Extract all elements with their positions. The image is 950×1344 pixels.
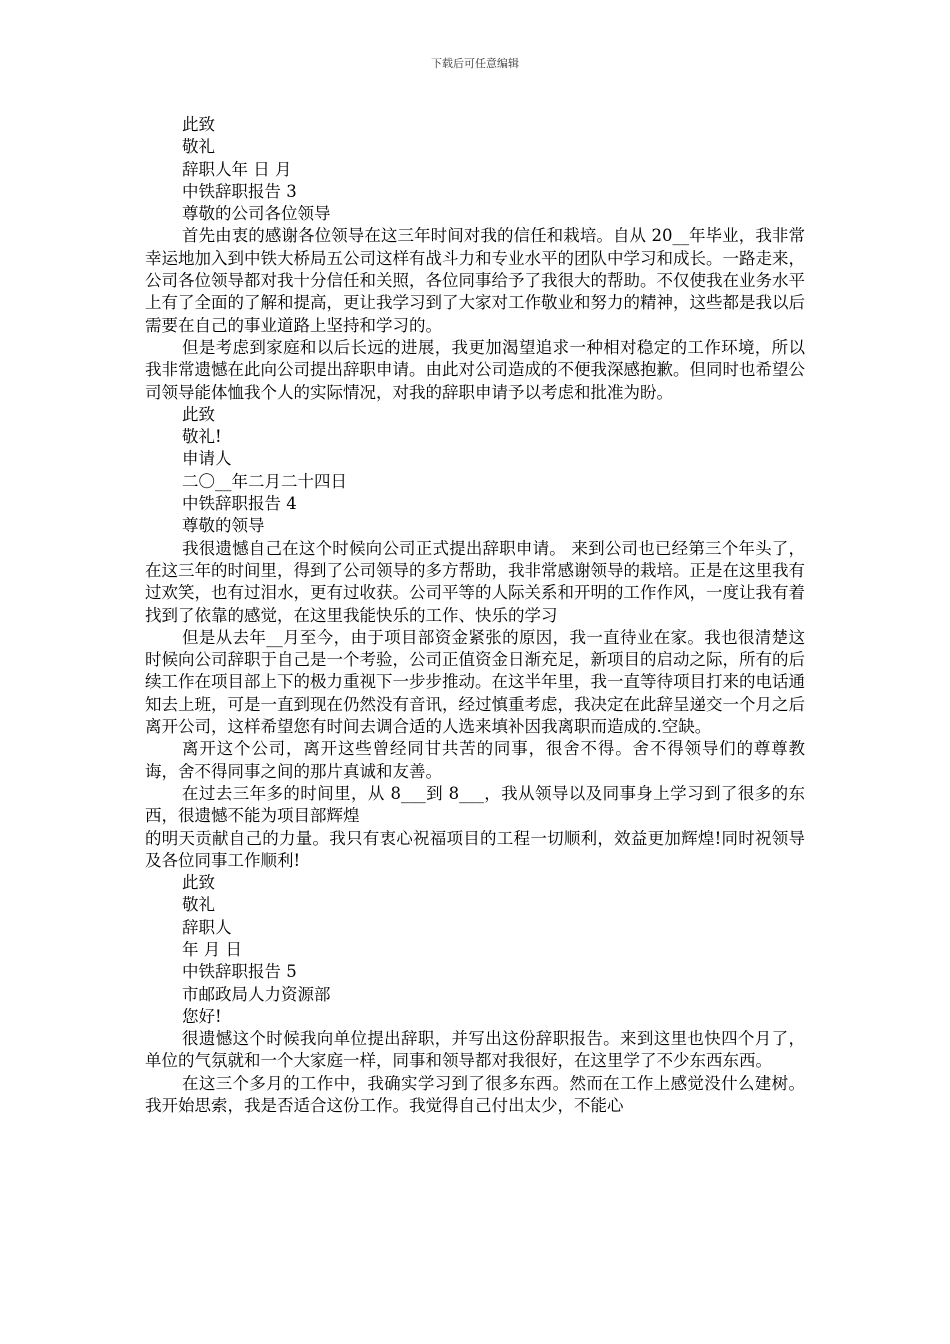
paragraph: 但是考虑到家庭和以后长远的进展，我更加渴望追求一种相对稳定的工作环境，所以我非常遗憾在此向公司提出辞职申请。由此对公司造成的不便我深感抱歉。但同时也希望公司领导能体恤我个人的实际情况，对我的辞职申请予以考虑和批准为盼。	[145, 337, 805, 402]
text-line: 申请人	[182, 449, 232, 469]
text-line: 此致	[182, 404, 215, 424]
text-line: 中铁辞职报告 3	[182, 181, 297, 201]
text-line: 您好!	[182, 1006, 222, 1026]
text-line: 尊敬的公司各位领导	[182, 204, 331, 224]
paragraph: 离开这个公司，离开这些曾经同甘共苦的同事，很舍不得。舍不得领导们的尊尊教诲，舍不得同事之间的那片真诚和友善。	[145, 739, 805, 781]
paragraph: 的明天贡献自己的力量。我只有衷心祝福项目的工程一切顺利，效益更加辉煌!同时祝领导及各位同事工作顺利!	[145, 828, 805, 870]
text-line: 此致	[182, 115, 215, 134]
paragraph: 首先由衷的感谢各位领导在这三年时间对我的信任和栽培。自从 20__年毕业，我非常幸运地加入到中铁大桥局五公司这样有战斗力和专业水平的团队中学习和成长。一路走来，公司各位领导都对我十分信任和关照，各位同事给予了我很大的帮助。不仅使我在业务水平上有了全面的了解和提高，更让我学习到了大家对工作敬业和努力的精神，这些都是我以后需要在自己的事业道路上坚持和学习的。	[145, 226, 805, 335]
paragraph: 很遗憾这个时候我向单位提出辞职，并写出这份辞职报告。来到这里也快四个月了，单位的气氛就和一个大家庭一样，同事和领导都对我很好，在这里学了不少东西东西。	[145, 1029, 805, 1071]
text-line: 尊敬的领导	[182, 516, 265, 536]
text-line: 敬礼	[182, 137, 215, 157]
text-line: 市邮政局人力资源部	[182, 984, 331, 1004]
paragraph: 我很遗憾自己在这个时候向公司正式提出辞职申请。 来到公司也已经第三个年头了，在这三年的时间里，得到了公司领导的多方帮助，我非常感谢领导的栽培。正是在这里我有过欢笑，也有过泪水，更有过收获。公司平等的人际关系和开明的工作作风，一度让我有着找到了依靠的感觉，在这里我能快乐的工作、快乐的学习	[145, 538, 805, 625]
text-line: 此致	[182, 873, 215, 893]
text-line: 辞职人	[182, 917, 232, 937]
paragraph: 但是从去年__月至今，由于项目部资金紧张的原因，我一直待业在家。我也很清楚这时候向公司辞职于自己是一个考验，公司正值资金日渐充足，新项目的启动之际，所有的后续工作在项目部上下的极力重视下一步步推动。在这半年里，我一直等待项目打来的电话通知去上班，可是一直到现在仍然没有音讯，经过慎重考虑，我决定在此辞呈递交一个月之后离开公司，这样希望您有时间去调合适的人选来填补因我离职而造成的.空缺。	[145, 627, 805, 737]
text-line: 二〇__年二月二十四日	[182, 471, 347, 491]
text-line: 辞职人年 日 月	[182, 159, 292, 179]
paragraph: 在这三个多月的工作中，我确实学习到了很多东西。然而在工作上感觉没什么建树。我开始思索，我是否适合这份工作。我觉得自己付出太少，不能心	[145, 1073, 805, 1116]
text-line: 中铁辞职报告 4	[182, 494, 297, 514]
text-line: 敬礼	[182, 895, 215, 915]
document-body	[145, 114, 805, 1117]
text-line: 敬礼!	[182, 427, 222, 447]
paragraph: 在过去三年多的时间里，从 8___到 8___，我从领导以及同事身上学习到了很多的东西，很遗憾不能为项目部辉煌	[145, 783, 805, 826]
text-line: 年 月 日	[182, 939, 242, 959]
text-line: 中铁辞职报告 5	[182, 962, 297, 982]
page-header: 下载后可任意编辑	[431, 57, 519, 70]
